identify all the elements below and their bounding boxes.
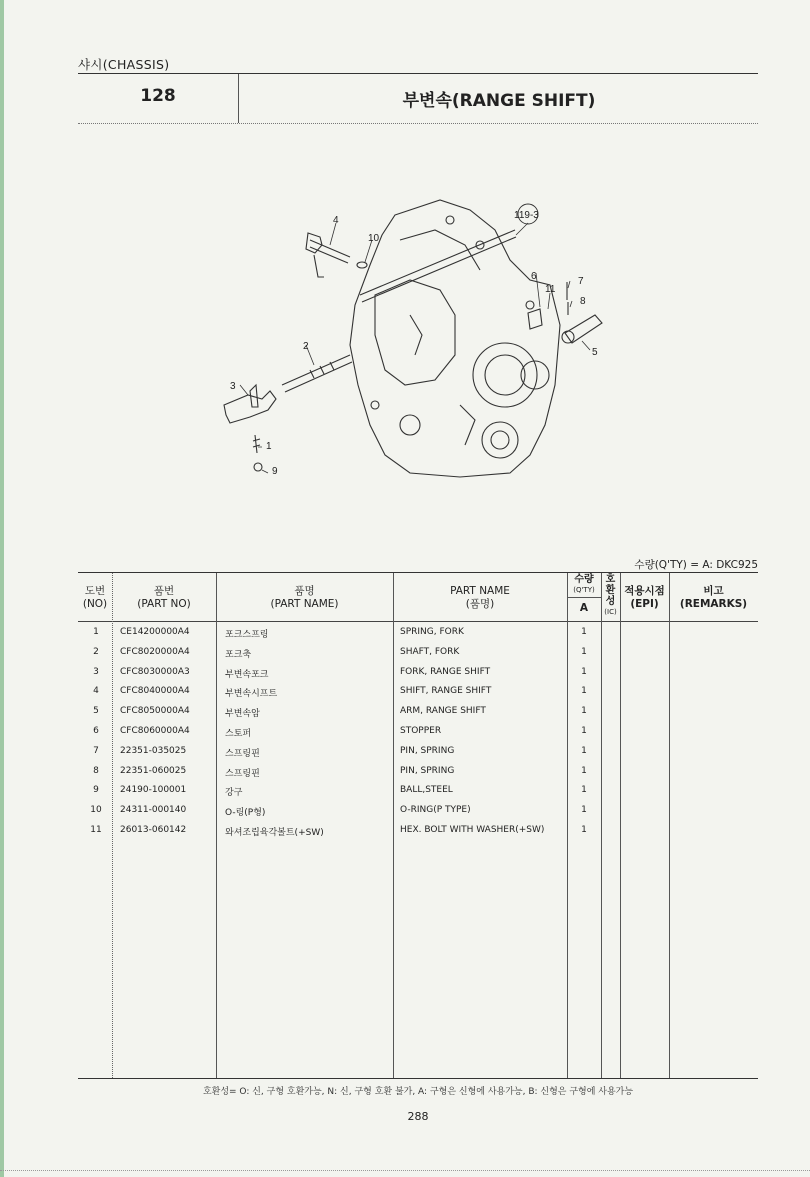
col-header-qty-a: A <box>579 602 589 614</box>
row-qty: 1 <box>581 745 587 756</box>
row-no: 4 <box>93 686 99 697</box>
row-part-name-kr: 포크축 <box>225 649 252 660</box>
row-no: 2 <box>93 646 99 657</box>
callout-4: 4 <box>333 215 339 226</box>
row-no: 10 <box>90 805 102 816</box>
row-part-no: 22351-060025 <box>120 765 187 776</box>
row-part-no: CFC8020000A4 <box>120 646 190 657</box>
row-part-name-kr: 스프링핀 <box>225 768 260 779</box>
row-no: 6 <box>93 726 99 736</box>
table-top-rule <box>78 572 758 573</box>
callout-2: 2 <box>303 341 309 352</box>
table-header-rule <box>78 621 758 622</box>
row-part-name-kr: 강구 <box>225 788 243 799</box>
row-part-name-en: SPRING, FORK <box>400 627 464 637</box>
row-qty: 1 <box>581 646 587 657</box>
page-bottom-rule <box>0 1170 810 1171</box>
table-row <box>78 706 758 726</box>
row-part-no: CFC8030000A3 <box>120 666 190 677</box>
row-part-name-en: BALL,STEEL <box>400 785 453 796</box>
callout-11: 11 <box>545 284 556 295</box>
row-part-name-en: ARM, RANGE SHIFT <box>400 706 486 717</box>
callout-5: 5 <box>592 347 598 358</box>
row-qty: 1 <box>581 825 587 835</box>
row-part-name-kr: 부변속암 <box>225 709 260 720</box>
row-part-name-kr: 스토퍼 <box>225 729 252 739</box>
header-rule-top <box>78 73 758 74</box>
row-part-name-en: O-RING(P TYPE) <box>400 805 471 816</box>
table-row <box>78 627 758 647</box>
row-part-no: 24190-100001 <box>120 785 187 796</box>
row-qty: 1 <box>581 726 587 736</box>
col-header-remarks: 비고 (REMARKS) <box>679 585 748 610</box>
row-qty: 1 <box>581 785 587 796</box>
col-header-ic: 호 환 성 (IC) <box>604 574 617 616</box>
page-title: 부변속(RANGE SHIFT) <box>402 91 596 111</box>
row-qty: 1 <box>581 666 587 677</box>
row-part-name-en: SHAFT, FORK <box>400 646 460 657</box>
col-header-no: 도번 (NO) <box>82 585 108 610</box>
row-part-no: 26013-060142 <box>120 825 187 835</box>
row-no: 7 <box>93 745 99 756</box>
col-header-part-name-en: PART NAME (품명) <box>450 585 510 610</box>
table-row <box>78 686 758 706</box>
row-part-no: 22351-035025 <box>120 745 187 756</box>
row-part-no: CFC8050000A4 <box>120 706 190 717</box>
row-no: 1 <box>93 627 99 637</box>
exploded-parts-diagram <box>210 185 598 480</box>
qty-legend: 수량(Q'TY) = A: DKC925 <box>634 559 758 571</box>
table-row <box>78 785 758 805</box>
col-header-part-name-kr: 품명 (PART NAME) <box>270 585 339 610</box>
table-bottom-rule <box>78 1078 758 1079</box>
row-part-name-en: STOPPER <box>400 726 442 736</box>
row-qty: 1 <box>581 765 587 776</box>
callout-6: 6 <box>531 271 537 282</box>
interchangeability-footnote: 호환성= O: 신, 구형 호환가능, N: 신, 구형 호환 불가, A: 구형은 신형에 사용가능, B: 신형은 구형에 사용가능 <box>202 1087 634 1097</box>
row-part-name-kr: 와셔조립육각볼트(+SW) <box>225 828 324 838</box>
row-qty: 1 <box>581 706 587 717</box>
col-header-epi: 적용시점 (EPI) <box>624 585 665 610</box>
callout-119-3: 119-3 <box>514 210 539 221</box>
row-part-name-en: PIN, SPRING <box>400 765 455 776</box>
bearing-bore <box>473 343 537 407</box>
part-arm <box>565 315 602 343</box>
row-qty: 1 <box>581 686 587 697</box>
row-no: 11 <box>90 825 102 835</box>
row-part-name-kr: 부변속시프트 <box>225 689 278 700</box>
col-header-qty: 수량 (Q'TY) <box>573 574 595 594</box>
callout-8: 8 <box>580 296 586 307</box>
row-part-name-en: PIN, SPRING <box>400 745 455 756</box>
header-separator <box>238 74 239 123</box>
row-part-no: CFC8040000A4 <box>120 686 190 697</box>
page-code: 128 <box>140 86 176 106</box>
row-part-name-en: HEX. BOLT WITH WASHER(+SW) <box>400 825 545 835</box>
row-part-name-en: FORK, RANGE SHIFT <box>400 666 491 677</box>
part-fork-shaft <box>282 355 352 392</box>
header-rule-bottom <box>78 123 758 124</box>
row-no: 8 <box>93 765 99 776</box>
table-row <box>78 726 758 746</box>
callout-9: 9 <box>272 466 278 477</box>
page-number: 288 <box>407 1110 429 1123</box>
callout-1: 1 <box>266 441 272 452</box>
row-part-no: CFC8060000A4 <box>120 726 190 736</box>
row-part-name-kr: O-링(P형) <box>225 808 266 819</box>
table-row <box>78 647 758 667</box>
table-row <box>78 667 758 687</box>
row-part-no: CE14200000A4 <box>120 627 190 637</box>
row-qty: 1 <box>581 627 587 637</box>
row-part-no: 24311-000140 <box>120 805 187 816</box>
row-part-name-kr: 포크스프링 <box>225 630 269 640</box>
row-no: 9 <box>93 785 99 796</box>
table-row <box>78 746 758 766</box>
row-qty: 1 <box>581 805 587 816</box>
table-row <box>78 766 758 786</box>
table-row <box>78 805 758 825</box>
row-no: 5 <box>93 706 99 717</box>
row-no: 3 <box>93 666 99 677</box>
callout-7: 7 <box>578 276 584 287</box>
row-part-name-kr: 부변속포크 <box>225 669 269 680</box>
row-part-name-kr: 스프링핀 <box>225 748 260 759</box>
callout-3: 3 <box>230 381 236 392</box>
row-part-name-en: SHIFT, RANGE SHIFT <box>400 686 492 697</box>
part-range-fork <box>224 391 276 423</box>
section-title: 샤시(CHASSIS) <box>78 57 170 72</box>
table-row <box>78 825 758 845</box>
col-header-part-no: 품번 (PART NO) <box>137 585 191 610</box>
page-edge <box>0 0 4 1177</box>
callout-10: 10 <box>368 233 380 244</box>
